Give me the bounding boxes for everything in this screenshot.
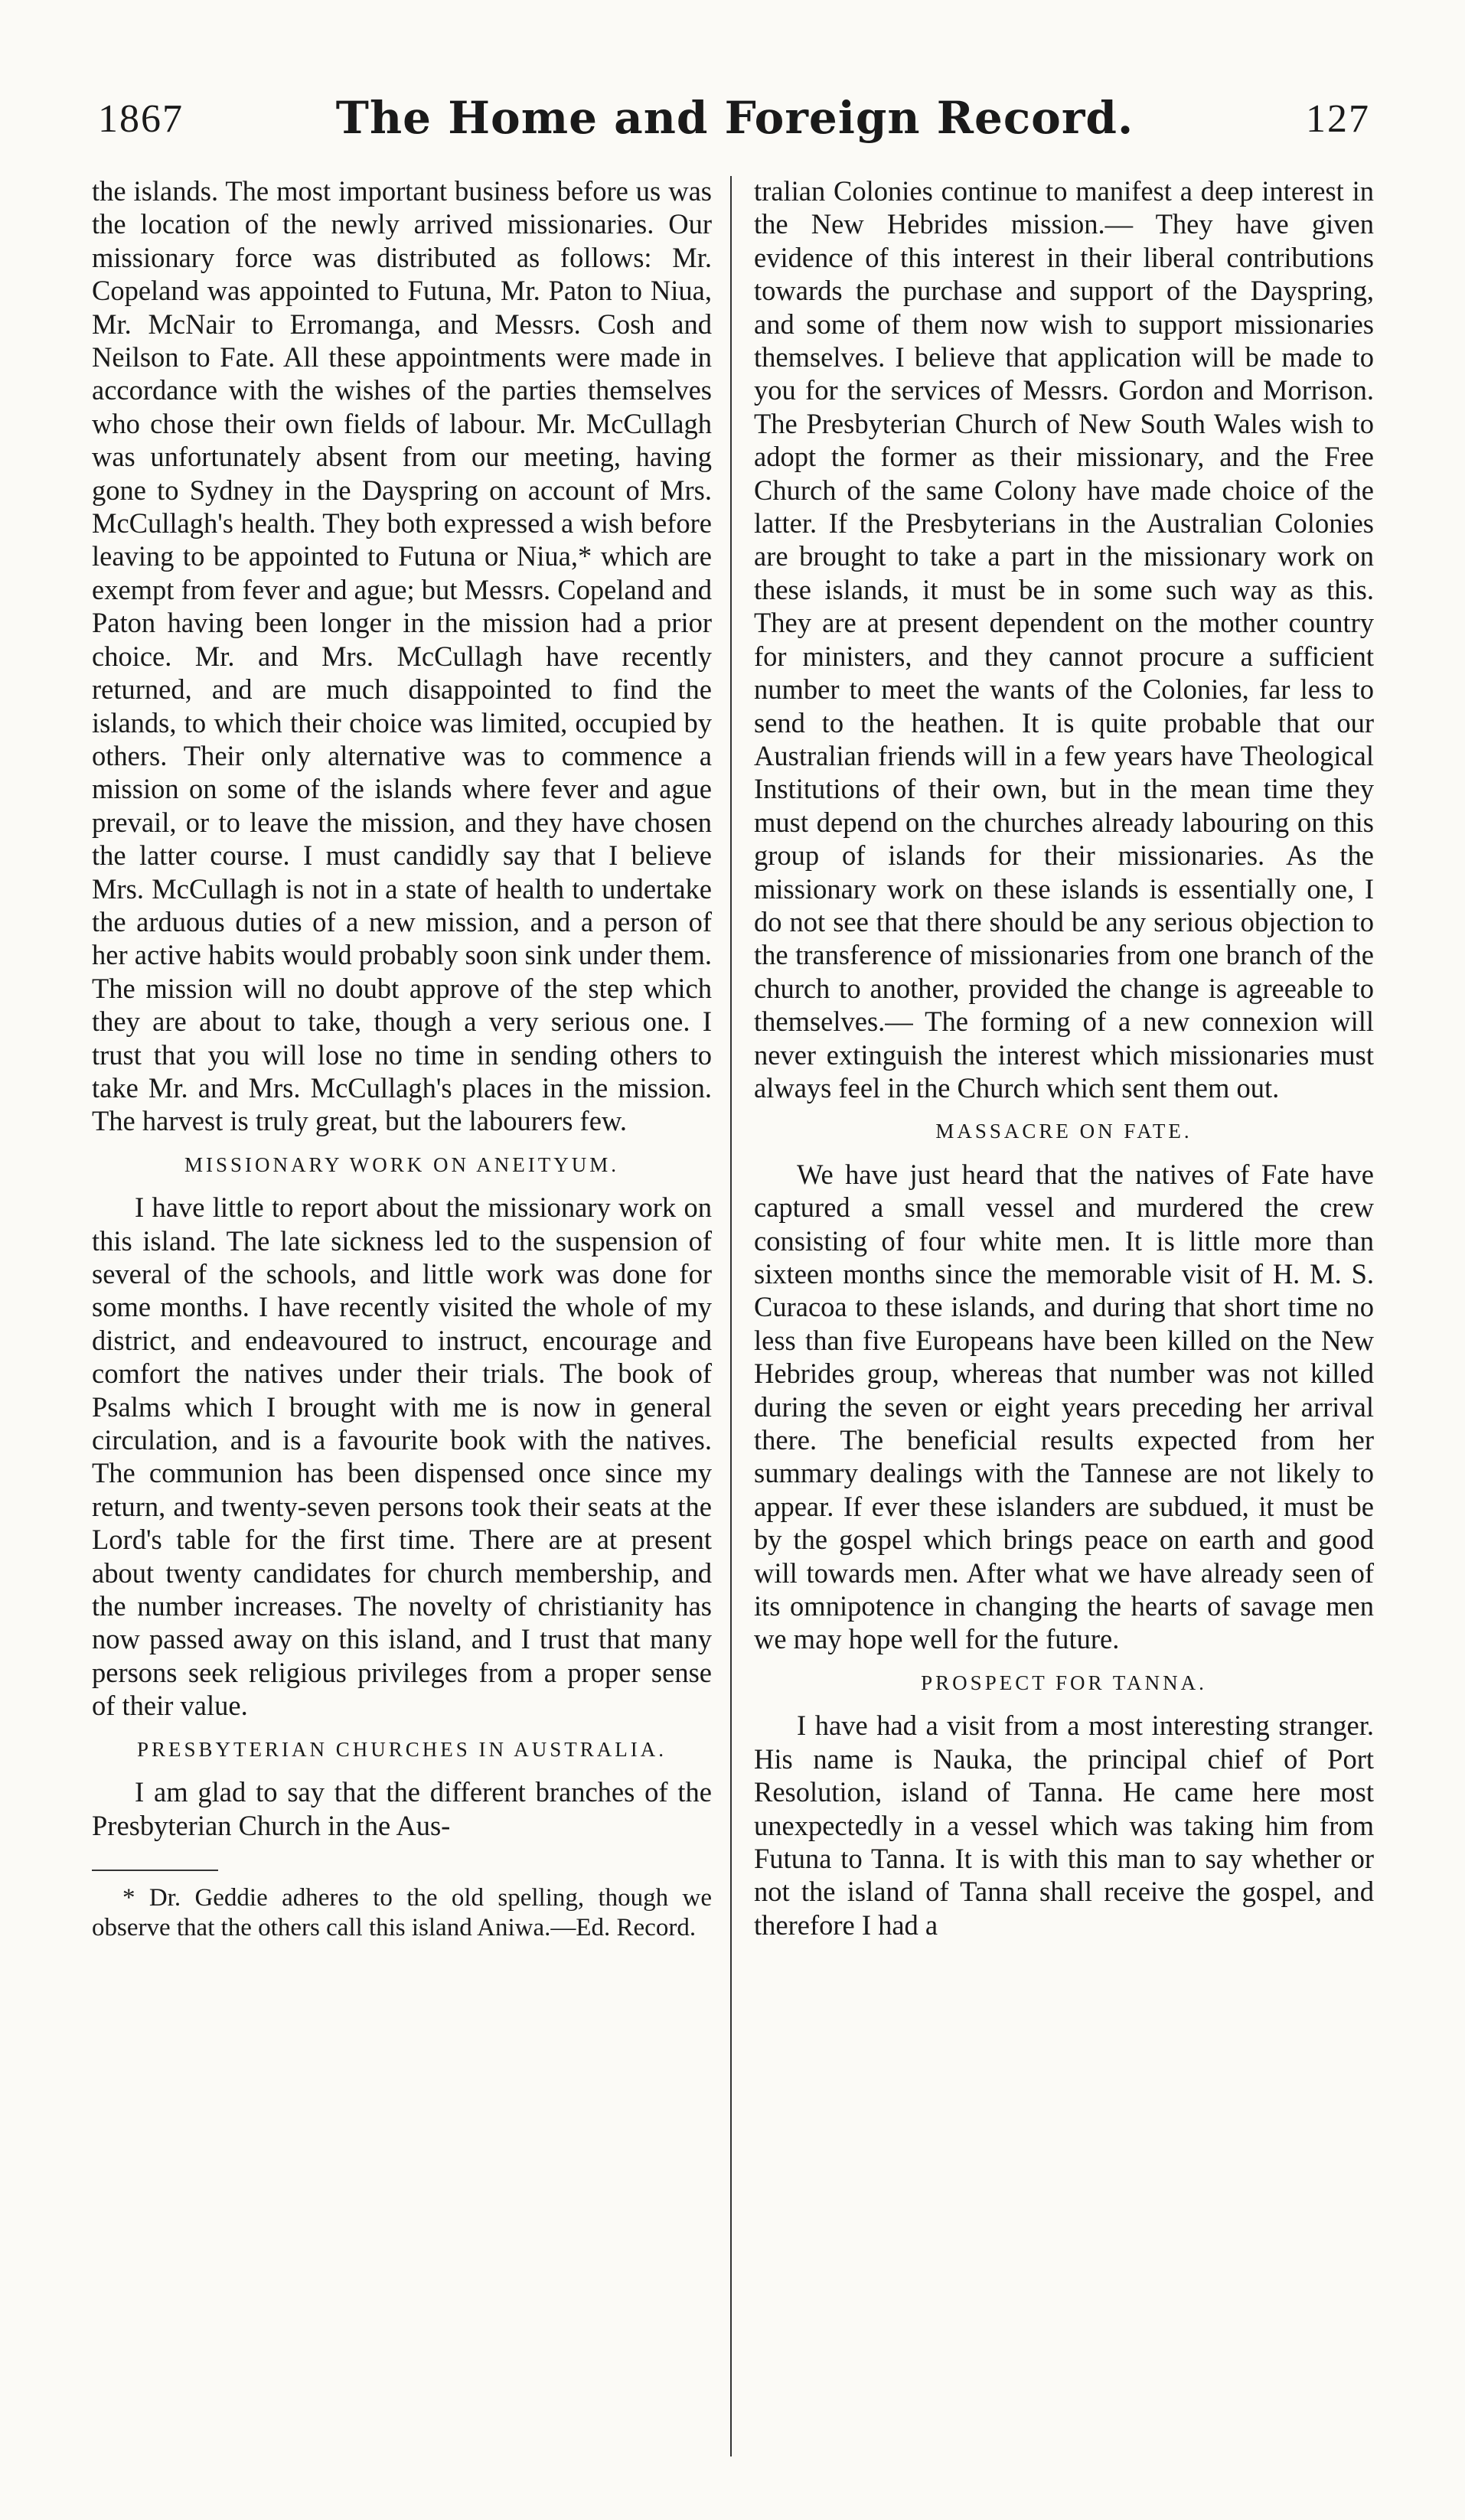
right-paragraph-1: tralian Colonies continue to manifest a deep interest in the New Hebrides mission.— They have given evidence of this interest in their liberal contributions towards the purchase and support of the Dayspring, and some of them now wish to support missionaries themselves. I believe that application will be made to you for the services of Messrs. Gordon and Morrison. The Presbyterian Church of New South Wales wish to adopt the former as their missionary, and the Free Church of the same Colony have made choice of the latter. If the Presbyterians in the Australian Colonies are brought to take a part in the missionary work on these islands, it must be in some such way as this. They are at present dependent on the mother country for ministers, and they cannot procure a sufficient number to meet the wants of the Colonies, far less to send to the heathen. It is quite probable that our Australian friends will in a few years have Theological Institutions of their own, but in the mean time they must depend on the churches already labouring on this group of islands for their missionaries. As the missionary work on these islands is essentially one, I do not see that there should be any serious objection to the transference of missionaries from one branch of the church to another, provided the change is agreeable to themselves.— The forming of a new connexion will never extinguish the interest which missionaries must always feel in the Church which sent them out. <box>754 175 1374 1104</box>
header-year: 1867 <box>98 97 184 141</box>
left-paragraph-2: I have little to report about the missionary work on this island. The late sickness led to the suspension of several of the schools, and little work was done for some months. I have recently visited the whole of my district, and endeavoured to instruct, encourage and comfort the natives under their trials. The book of Psalms which I brought with me is now in general circulation, and is a favourite book with the natives. The communion has been dispensed once since my return, and twenty-seven persons took their seats at the Lord's table for the first time. There are at present about twenty candidates for church membership, and the number increases. The novelty of christianity has now passed away on this island, and I trust that many persons seek religious privileges from a proper sense of their value. <box>92 1192 712 1722</box>
left-paragraph-3: I am glad to say that the different branches of the Presbyterian Church in the Aus- <box>92 1776 712 1841</box>
page-header <box>92 86 1378 155</box>
heading-massacre-on-fate: MASSACRE ON FATE. <box>935 1120 1193 1143</box>
column-divider <box>730 176 732 2456</box>
right-column <box>754 174 1374 1941</box>
right-paragraph-2: We have just heard that the natives of Fate have captured a small vessel and murdered the crew consisting of four white men. It is little more than sixteen months since the memorable visit of H. M. S. Curacoa to these islands, and during that short time no less than five Europeans have been killed on the New Hebrides group, whereas that number was not killed during the seven or eight years preceding her arrival there. The beneficial results expected from her summary dealings with the Tannese are not likely to appear. If ever these islanders are subdued, it must be by the gospel which brings peace on earth and good will towards men. After what we have already seen of its omnipotence in changing the hearts of savage men we may hope well for the future. <box>754 1158 1374 1655</box>
left-column <box>92 174 712 1943</box>
right-paragraph-3: I have had a visit from a most interesting stranger. His name is Nauka, the principal chief of Port Resolution, island of Tanna. He came here most unexpectedly in a vessel which was taking him from Futuna to Tanna. It is with this man to say whether or not the island of Tanna shall receive the gospel, and therefore I had a <box>754 1710 1374 1941</box>
page-number: 127 <box>1306 97 1370 141</box>
footnote-rule <box>92 1870 218 1871</box>
heading-missionary-work-aneityum: MISSIONARY WORK ON ANEITYUM. <box>184 1152 620 1176</box>
left-paragraph-1: the islands. The most important business before us was the location of the newly arrived missionaries. Our missionary force was distributed as follows: Mr. Copeland was appointed to Futuna, Mr. Paton to Niua, Mr. McNair to Erromanga, and Messrs. Cosh and Neilson to Fate. All these appointments were made in accordance with the wishes of the parties themselves who chose their own fields of labour. Mr. McCullagh was unfortunately absent from our meeting, having gone to Sydney in the Dayspring on account of Mrs. McCullagh's health. They both expressed a wish before leaving to be appointed to Futuna or Niua,* which are exempt from fever and ague; but Messrs. Copeland and Paton having been longer in the mission had a prior choice. Mr. and Mrs. McCullagh have recently returned, and are much disappointed to find the islands, to which their choice was limited, occupied by others. Their only alternative was to commence a mission on some of the islands where fever and ague prevail, or to leave the mission, and they have chosen the latter course. I must candidly say that I believe Mrs. McCullagh is not in a state of health to undertake the arduous duties of a new mission, and a person of her active habits would probably soon sink under them. The mission will no doubt approve of the step which they are about to take, though a very serious one. I trust that you will lose no time in sending others to take Mr. and Mrs. McCullagh's places in the mission. The harvest is truly great, but the labourers few. <box>92 175 712 1137</box>
footnote: * Dr. Geddie adheres to the old spelling, though we observe that the others call this island Aniwa.—Ed. Record. <box>92 1883 712 1941</box>
publication-title: The Home and Foreign Record. <box>335 92 1134 144</box>
heading-presbyterian-churches-australia: PRESBYTERIAN CHURCHES IN AUSTRALIA. <box>136 1737 667 1761</box>
heading-prospect-for-tanna: PROSPECT FOR TANNA. <box>921 1671 1207 1694</box>
